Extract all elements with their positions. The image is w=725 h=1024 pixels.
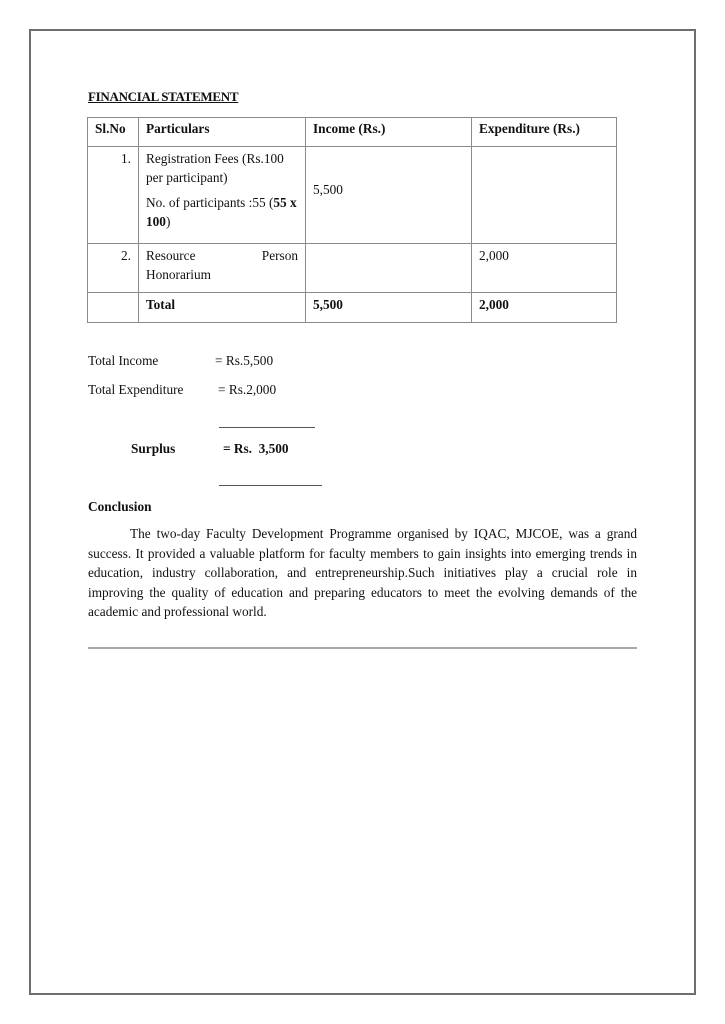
cell-total-label: Total xyxy=(139,293,306,323)
header-particulars: Particulars xyxy=(139,118,306,147)
cell-income: 5,500 xyxy=(306,147,472,244)
cell-particulars xyxy=(139,147,306,244)
page-title: FINANCIAL STATEMENT xyxy=(88,89,239,104)
table-header-row xyxy=(88,118,617,147)
particulars-line2 xyxy=(146,193,298,231)
sum-line-bottom xyxy=(219,485,322,486)
surplus-value: = Rs. 3,500 xyxy=(223,441,289,456)
table-row xyxy=(88,147,617,244)
cell-expenditure xyxy=(472,147,617,244)
particulars-line1 xyxy=(146,246,298,265)
cell-income xyxy=(306,244,472,293)
surplus-label: Surplus xyxy=(131,441,176,456)
total-expenditure-value: = Rs.2,000 xyxy=(218,382,277,397)
sum-line-top xyxy=(219,427,315,428)
table-total-row xyxy=(88,293,617,323)
participants-close: ) xyxy=(165,214,171,229)
cell-total-expenditure: 2,000 xyxy=(472,293,617,323)
total-expenditure-label: Total Expenditure xyxy=(88,382,184,397)
cell-slno: 1. xyxy=(88,147,139,244)
total-income-label: Total Income xyxy=(88,353,159,368)
header-income: Income (Rs.) xyxy=(306,118,472,147)
participants-text: No. of participants :55 ( xyxy=(146,195,274,210)
cell-expenditure: 2,000 xyxy=(472,244,617,293)
header-slno: Sl.No xyxy=(88,118,139,147)
cell-particulars xyxy=(139,244,306,293)
conclusion-text: The two-day Faculty Development Programme organised by IQAC, MJCOE, was a grand success. It provided a valuable platform for faculty members to gain insights into emerging trends in education, industry collaboration, and entrepreneurship.Such initiatives play a crucial role in improving the quality of education and preparing educators to meet the evolving demands of the academic and professional world. xyxy=(88,526,637,619)
particulars-line1: Registration Fees (Rs.100 per participant) xyxy=(146,151,284,185)
cell-slno: 2. xyxy=(88,244,139,293)
total-income-value: = Rs.5,500 xyxy=(215,353,274,368)
cell-slno xyxy=(88,293,139,323)
particulars-word: Person xyxy=(261,248,298,263)
participants-calc: 55 x 100 xyxy=(146,195,297,229)
table-row xyxy=(88,244,617,293)
conclusion-heading: Conclusion xyxy=(88,499,152,514)
horizontal-rule xyxy=(88,647,637,649)
financial-table xyxy=(87,117,617,323)
particulars-line2: Honorarium xyxy=(146,267,211,282)
cell-total-income: 5,500 xyxy=(306,293,472,323)
header-expenditure: Expenditure (Rs.) xyxy=(472,118,617,147)
particulars-word: Resource xyxy=(146,248,196,263)
